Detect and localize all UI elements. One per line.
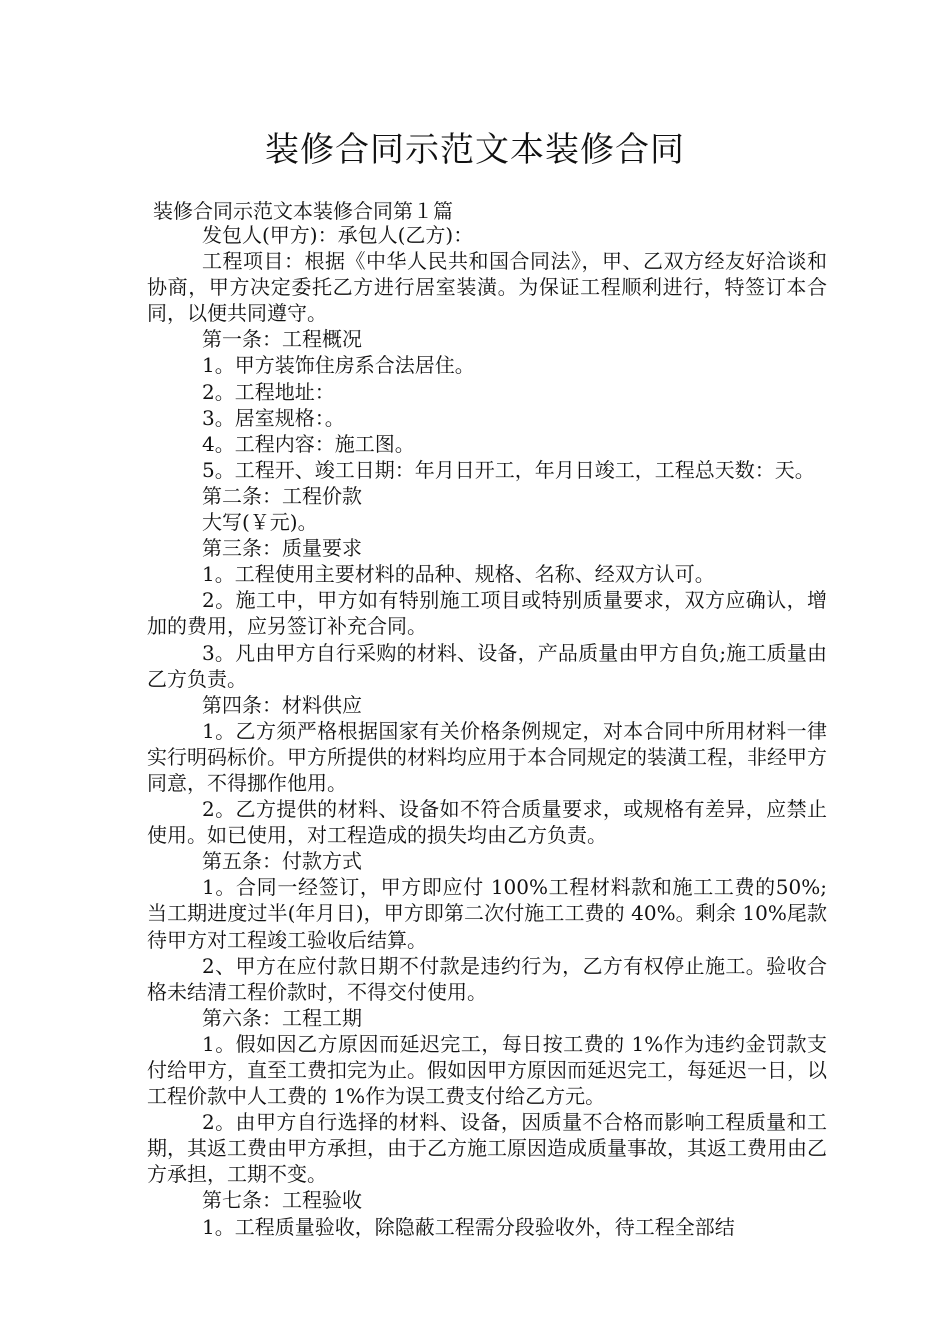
paragraph: 2。由甲方自行选择的材料、设备，因质量不合格而影响工程质量和工期，其返工费由甲方承担，由于乙方施工原因造成质量事故，其返工费用由乙方承担，工期不变。 bbox=[147, 1110, 827, 1187]
paragraph: 1。工程质量验收，除隐蔽工程需分段验收外，待工程全部结 bbox=[202, 1214, 735, 1239]
paragraph: 第六条：工程工期 bbox=[202, 1005, 362, 1030]
paragraph: 3。居室规格：。 bbox=[202, 405, 345, 430]
paragraph: 第一条：工程概况 bbox=[202, 327, 362, 352]
paragraph: 第五条：付款方式 bbox=[202, 849, 362, 874]
document-subtitle: 装修合同示范文本装修合同第１篇 bbox=[153, 199, 453, 223]
paragraph: 1。假如因乙方原因而延迟完工，每日按工费的 1%作为违约金罚款支付给甲方，直至工费扣完为止。假如因甲方原因而延迟完工，每延迟一日，以工程价款中人工费的 1%作为误工费支付给乙方元。 bbox=[147, 1031, 827, 1109]
paragraph: 大写(￥元)。 bbox=[202, 510, 318, 535]
paragraph: 发包人(甲方)：承包人(乙方)： bbox=[202, 223, 474, 247]
paragraph: 1。乙方须严格根据国家有关价格条例规定，对本合同中所用材料一律实行明码标价。甲方所提供的材料均应用于本合同规定的装潢工程，非经甲方同意，不得挪作他用。 bbox=[147, 718, 827, 795]
paragraph: 2、甲方在应付款日期不付款是违约行为，乙方有权停止施工。验收合格未结清工程价款时，不得交付使用。 bbox=[147, 953, 827, 1004]
paragraph: 第七条：工程验收 bbox=[202, 1188, 362, 1213]
paragraph: 2。施工中，甲方如有特别施工项目或特别质量要求，双方应确认，增加的费用，应另签订补充合同。 bbox=[147, 588, 827, 639]
paragraph: 1。合同一经签订，甲方即应付 100%工程材料款和施工工费的50%;当工期进度过半(年月日)，甲方即第二次付施工工费的 40%。剩余 10%尾款待甲方对工程竣工验收后结算。 bbox=[147, 875, 827, 952]
paragraph: 第二条：工程价款 bbox=[202, 483, 362, 508]
paragraph: 第三条：质量要求 bbox=[202, 536, 362, 561]
paragraph: 4。工程内容：施工图。 bbox=[202, 431, 415, 456]
paragraph: 工程项目：根据《中华人民共和国合同法》，甲、乙双方经友好洽谈和协商，甲方决定委托乙方进行居室装潢。为保证工程顺利进行，特签订本合同，以便共同遵守。 bbox=[147, 249, 827, 326]
paragraph: 2。工程地址： bbox=[202, 379, 335, 404]
document-title: 装修合同示范文本装修合同 bbox=[265, 130, 685, 170]
paragraph: 2。乙方提供的材料、设备如不符合质量要求，或规格有差异，应禁止使用。如已使用，对工程造成的损失均由乙方负责。 bbox=[147, 797, 827, 848]
paragraph: 1。工程使用主要材料的品种、规格、名称、经双方认可。 bbox=[202, 562, 715, 587]
paragraph: 第四条：材料供应 bbox=[202, 692, 362, 717]
document-body bbox=[147, 222, 827, 1240]
paragraph: 3。凡由甲方自行采购的材料、设备，产品质量由甲方自负;施工质量由乙方负责。 bbox=[147, 640, 827, 691]
paragraph: 5。工程开、竣工日期：年月日开工，年月日竣工，工程总天数：天。 bbox=[202, 457, 815, 482]
paragraph: 1。甲方装饰住房系合法居住。 bbox=[202, 353, 475, 378]
